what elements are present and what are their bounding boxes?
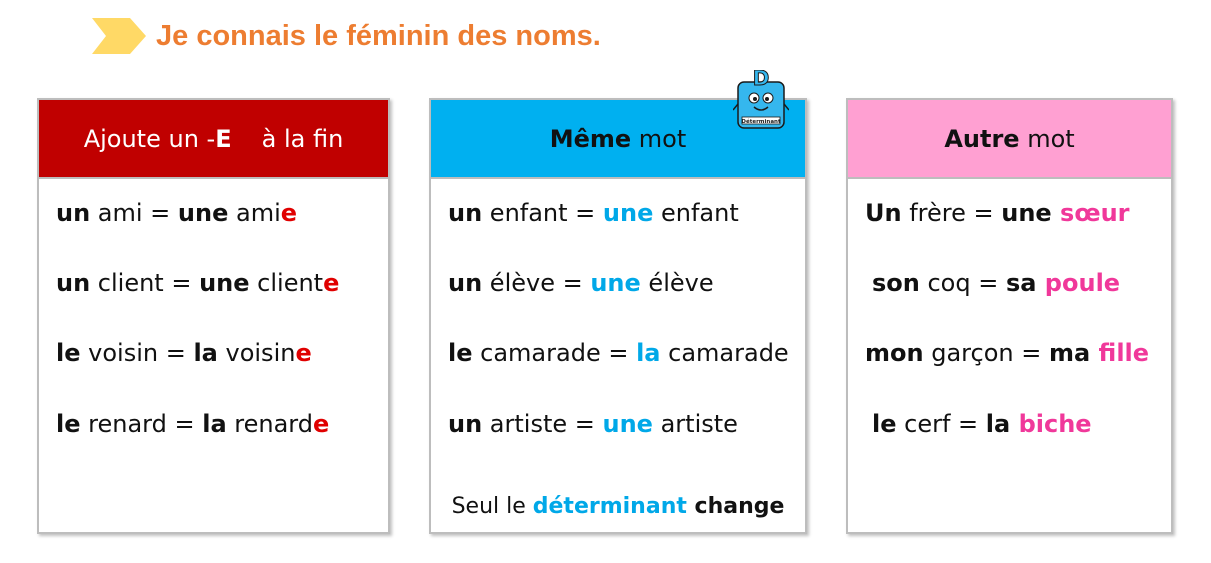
noun-masc: camarade = bbox=[472, 339, 637, 367]
noun-fem: camarade bbox=[660, 339, 789, 367]
noun-masc: coq = bbox=[919, 269, 1006, 297]
det-masc: un bbox=[448, 269, 483, 297]
determinant-mascot-icon bbox=[733, 70, 789, 132]
chevron-arrow-icon bbox=[92, 18, 146, 54]
det-masc: le bbox=[448, 339, 473, 367]
header-text-1: Ajoute un - bbox=[83, 124, 216, 153]
fem-ending: e bbox=[280, 199, 298, 227]
det-masc: le bbox=[872, 410, 897, 438]
noun-stem: ami bbox=[228, 199, 281, 227]
card-other-word bbox=[846, 98, 1173, 534]
det-masc: le bbox=[56, 339, 81, 367]
det-fem: la bbox=[202, 410, 227, 438]
det-fem: une bbox=[602, 410, 653, 438]
list-item bbox=[448, 199, 739, 227]
footnote bbox=[431, 494, 805, 519]
header-text-2: E bbox=[215, 124, 232, 153]
det-fem: la bbox=[193, 339, 218, 367]
list-item bbox=[448, 410, 738, 438]
footnote-keyword: déterminant bbox=[532, 494, 687, 519]
noun-masc: client = bbox=[90, 269, 200, 297]
fem-ending: e bbox=[312, 410, 330, 438]
noun-fem: enfant bbox=[653, 199, 739, 227]
det-fem: une bbox=[602, 199, 654, 227]
footnote-text-1: Seul le bbox=[451, 494, 533, 519]
noun-fem: sœur bbox=[1051, 199, 1130, 227]
det-fem: une bbox=[199, 269, 250, 297]
card-header-add-e bbox=[39, 100, 388, 179]
noun-fem: poule bbox=[1036, 269, 1121, 297]
list-item bbox=[56, 339, 312, 367]
header-text-3: à la fin bbox=[261, 124, 344, 153]
det-fem: sa bbox=[1005, 269, 1037, 297]
header-rest: mot bbox=[1019, 124, 1075, 153]
header-bold: Même bbox=[549, 124, 632, 153]
det-fem: la bbox=[636, 339, 661, 367]
noun-fem: artiste bbox=[652, 410, 738, 438]
svg-text:Déterminant: Déterminant bbox=[741, 119, 781, 125]
page-title: Je connais le féminin des noms. bbox=[156, 19, 601, 52]
list-item bbox=[56, 269, 339, 297]
noun-masc: élève = bbox=[482, 269, 591, 297]
card-header-other-word bbox=[848, 100, 1171, 179]
det-masc: un bbox=[448, 410, 483, 438]
noun-masc: artiste = bbox=[482, 410, 603, 438]
noun-masc: voisin = bbox=[80, 339, 194, 367]
noun-stem: voisin bbox=[217, 339, 296, 367]
card-add-e bbox=[37, 98, 390, 534]
list-item bbox=[865, 199, 1130, 227]
list-item bbox=[872, 410, 1092, 438]
det-masc: le bbox=[56, 410, 81, 438]
noun-masc: enfant = bbox=[482, 199, 603, 227]
header-rest: mot bbox=[631, 124, 687, 153]
det-masc: un bbox=[56, 269, 91, 297]
det-fem: une bbox=[177, 199, 229, 227]
list-item bbox=[56, 199, 297, 227]
title-row bbox=[92, 14, 601, 58]
noun-fem: biche bbox=[1010, 410, 1092, 438]
det-fem: une bbox=[1001, 199, 1052, 227]
list-item bbox=[56, 410, 329, 438]
det-fem: ma bbox=[1048, 339, 1091, 367]
det-masc: son bbox=[872, 269, 920, 297]
det-fem: une bbox=[590, 269, 641, 297]
card-same-word bbox=[429, 98, 807, 534]
det-masc: un bbox=[448, 199, 483, 227]
noun-masc: garçon = bbox=[923, 339, 1049, 367]
det-masc: mon bbox=[865, 339, 924, 367]
noun-stem: client bbox=[249, 269, 324, 297]
list-item bbox=[448, 339, 789, 367]
noun-masc: frère = bbox=[901, 199, 1002, 227]
svg-text:D: D bbox=[752, 70, 770, 90]
list-item bbox=[448, 269, 714, 297]
noun-masc: ami = bbox=[90, 199, 178, 227]
list-item bbox=[865, 339, 1149, 367]
det-masc: un bbox=[56, 199, 91, 227]
list-item bbox=[872, 269, 1120, 297]
det-masc: Un bbox=[865, 199, 902, 227]
noun-fem: fille bbox=[1090, 339, 1150, 367]
noun-stem: renard bbox=[226, 410, 313, 438]
noun-fem: élève bbox=[640, 269, 714, 297]
footnote-text-3: change bbox=[686, 494, 785, 519]
noun-masc: cerf = bbox=[896, 410, 986, 438]
header-bold: Autre bbox=[944, 124, 1020, 153]
fem-ending: e bbox=[323, 269, 340, 297]
noun-masc: renard = bbox=[80, 410, 203, 438]
det-fem: la bbox=[985, 410, 1011, 438]
fem-ending: e bbox=[295, 339, 312, 367]
